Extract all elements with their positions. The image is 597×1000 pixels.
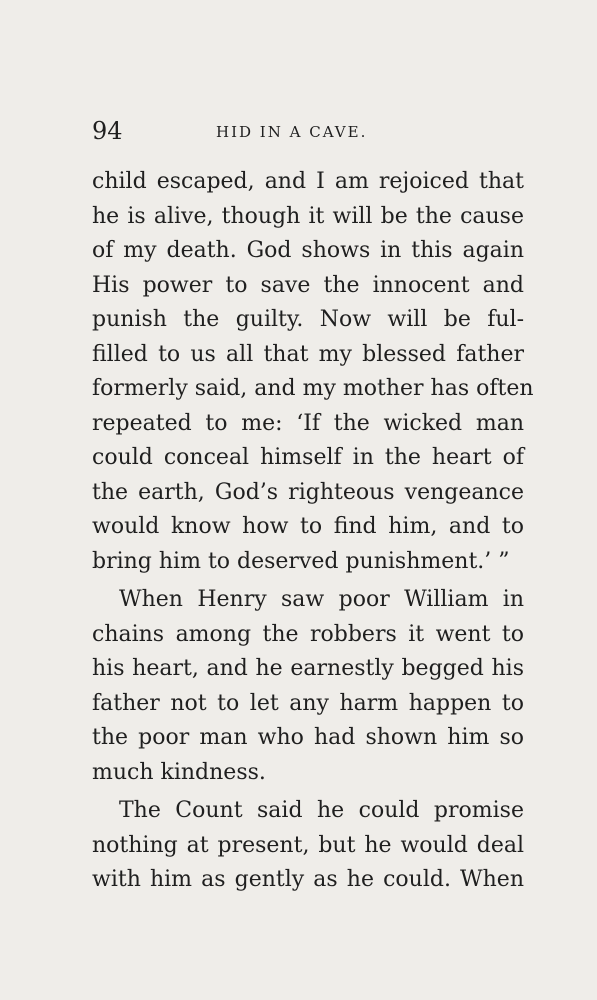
text-line: chains among the robbers it went to	[92, 621, 524, 647]
text-line: much kindness.	[92, 759, 266, 785]
text-line: The Count said he could promise	[119, 798, 524, 823]
body-text	[92, 165, 534, 898]
text-line: punish the guilty. Now will be ful-	[92, 307, 524, 332]
text-line: filled to us all that my blessed father	[92, 341, 524, 367]
text-line: His power to save the innocent and	[92, 272, 524, 298]
text-line: the earth, God’s righteous vengeance	[92, 479, 524, 505]
text-line: formerly said, and my mother has often	[92, 376, 534, 401]
page-header	[92, 116, 522, 146]
paragraph-3	[92, 794, 524, 898]
text-line: nothing at present, but he would deal	[92, 832, 524, 858]
running-title: HID IN A CAVE.	[216, 123, 368, 141]
text-line: with him as gently as he could. When	[92, 867, 524, 892]
text-line: the poor man who had shown him so	[92, 725, 524, 750]
text-line: bring him to deserved punishment.’ ”	[92, 548, 510, 574]
paragraph-2	[92, 583, 524, 790]
text-line: father not to let any harm happen to	[92, 690, 524, 716]
text-line: repeated to me: ‘If the wicked man	[92, 410, 524, 436]
page-number: 94	[92, 117, 123, 145]
text-line: child escaped, and I am rejoiced that	[92, 169, 524, 194]
text-line: his heart, and he earnestly begged his	[92, 656, 524, 681]
text-line: would know how to find him, and to	[92, 514, 524, 539]
text-line: could conceal himself in the heart of	[92, 445, 524, 470]
paragraph-1	[92, 165, 534, 579]
text-line: of my death. God shows in this again	[92, 238, 524, 263]
text-line: When Henry saw poor William in	[119, 587, 524, 612]
text-line: he is alive, though it will be the cause	[92, 203, 524, 229]
